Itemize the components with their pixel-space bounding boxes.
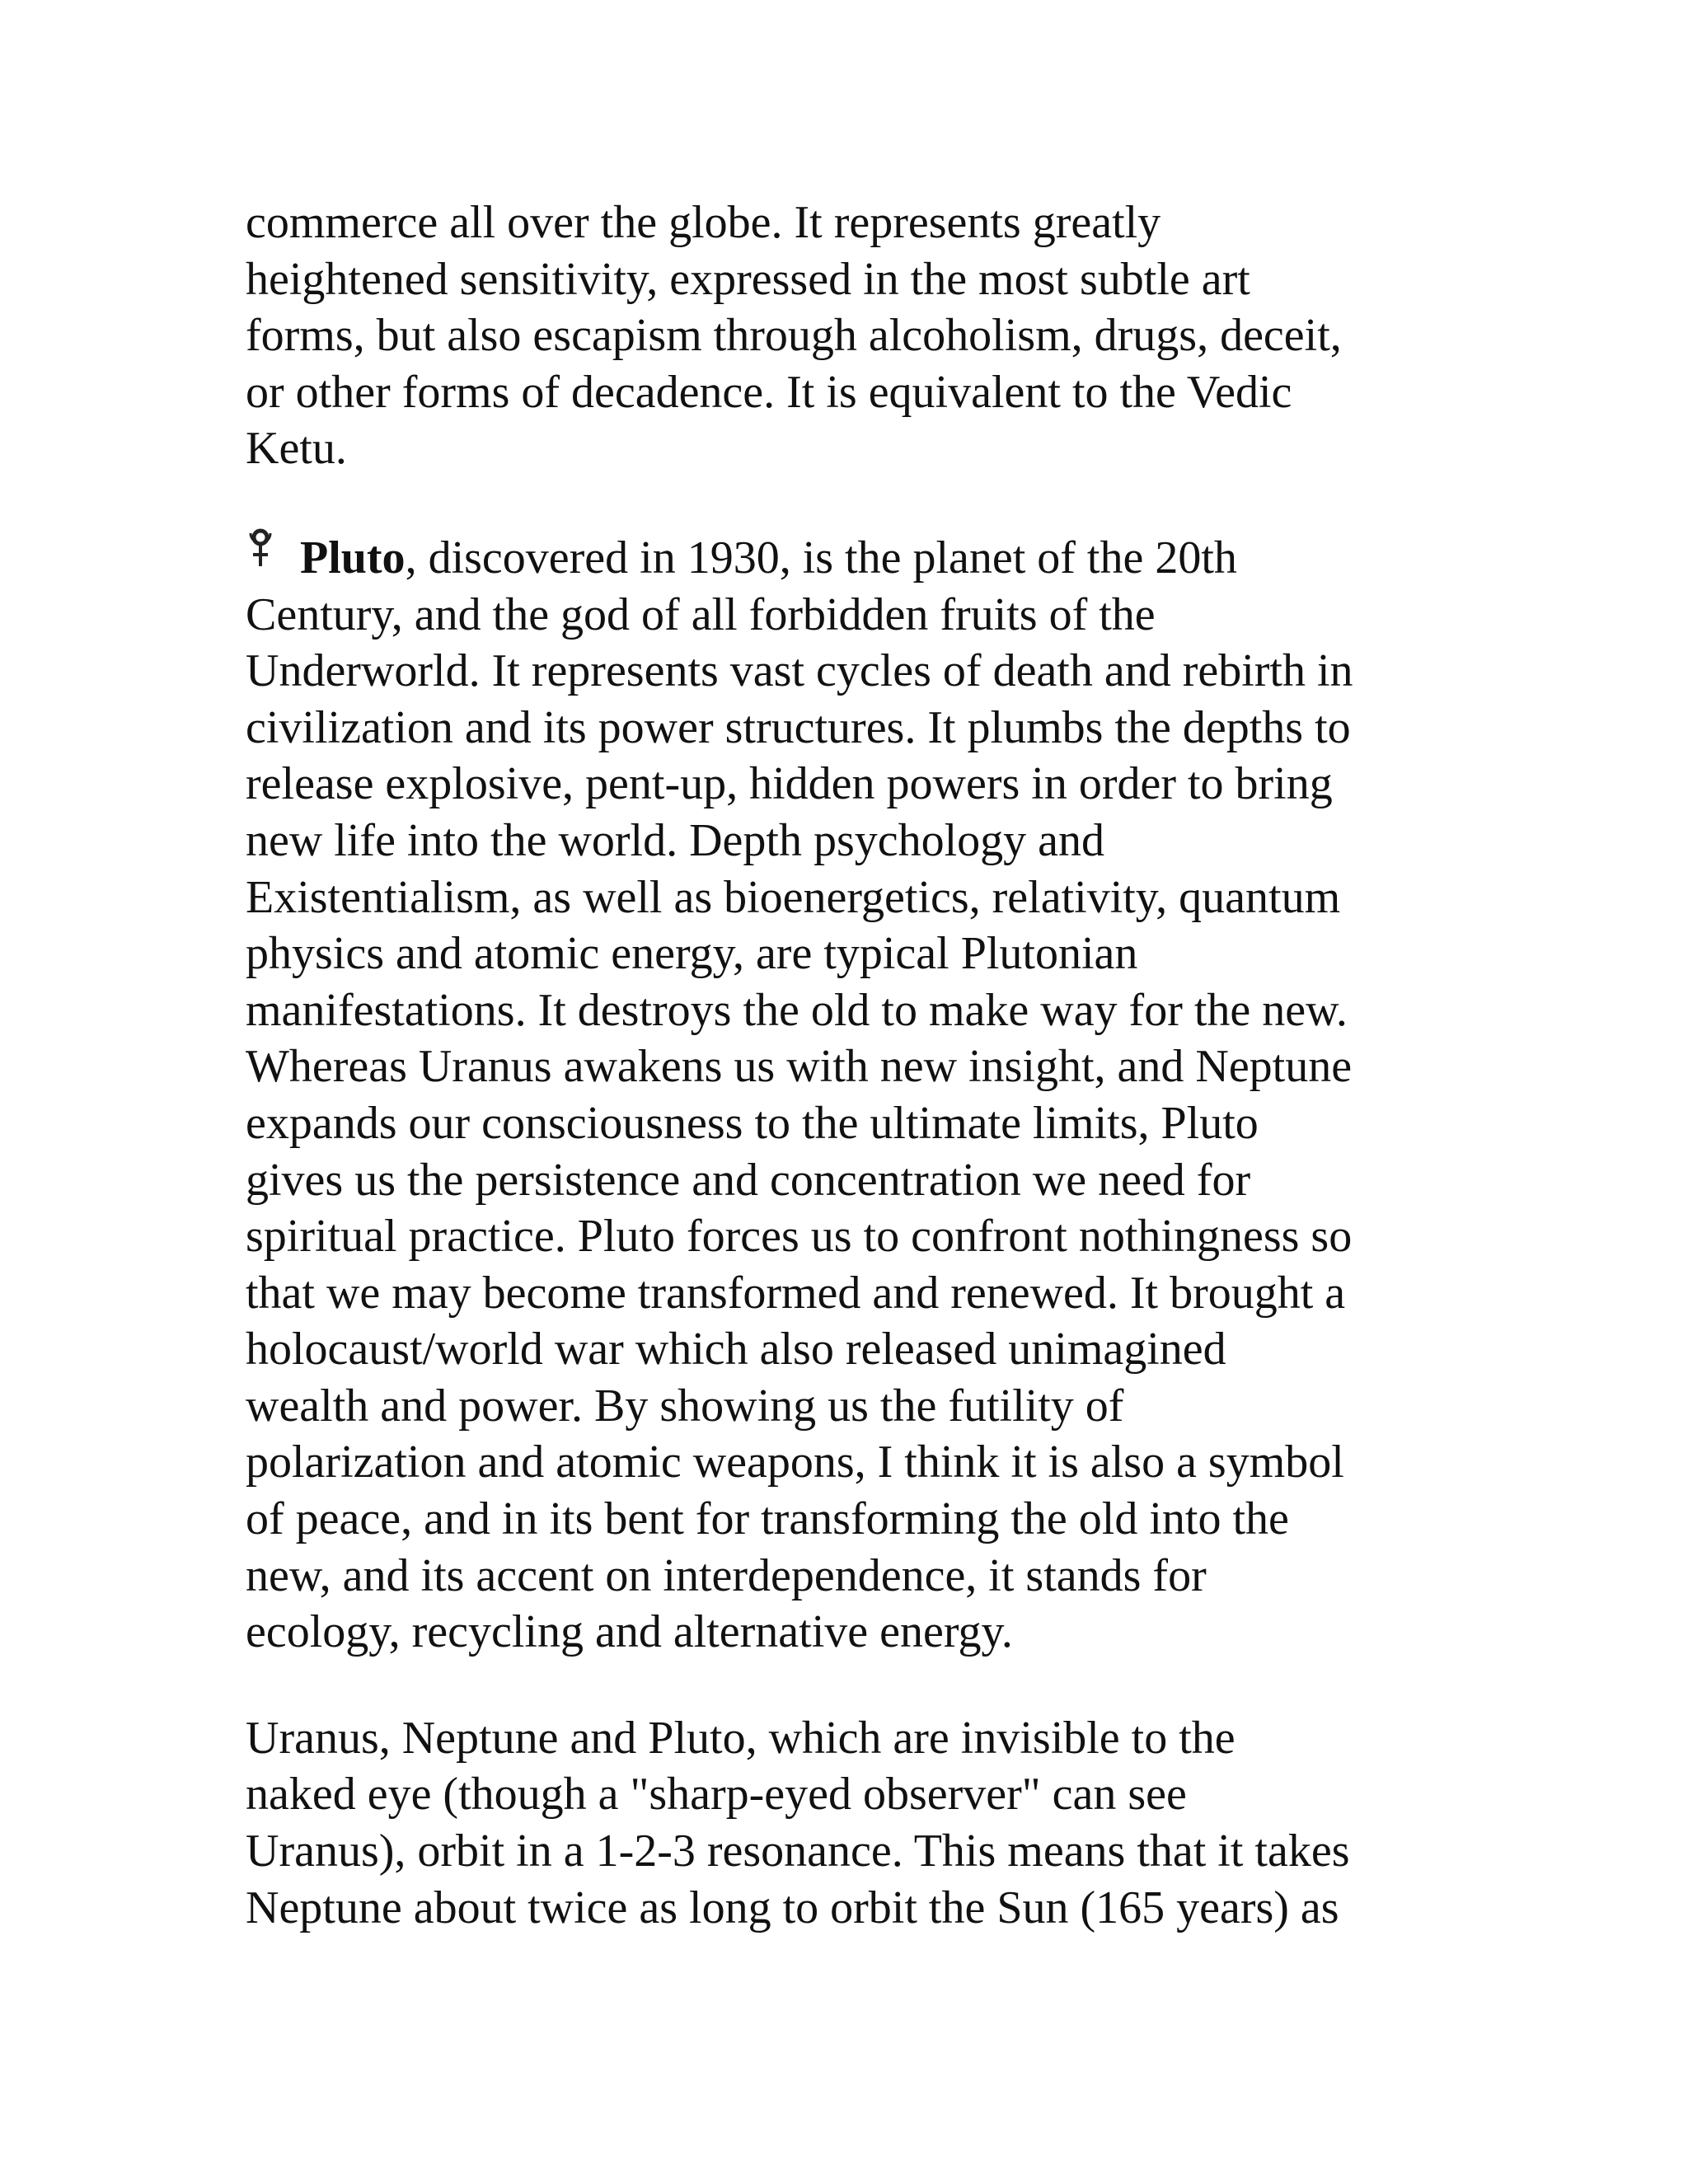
document-body xyxy=(246,194,1449,1936)
paragraph-pluto xyxy=(246,527,1449,1661)
paragraph-resonance: Uranus, Neptune and Pluto, which are invisible to the naked eye (though a "sharp-eyed observer" can see Uranus), orbit in a 1-2-3 resonance. This means that it takes Neptune about twice as long to orbit the Sun (165 years) as xyxy=(246,1712,1350,1933)
pluto-title: Pluto xyxy=(300,532,406,583)
pluto-body: , discovered in 1930, is the planet of the 20th Century, and the god of all forbidden fruits of the Underworld. It represents vast cycles of death and rebirth in civilization and its power structures. It plumbs the depths to release explosive, pent-up, hidden powers in order to bring new life into the world. Depth psychology and Existentialism, as well as bioenergetics, relativity, quantum physics and atomic energy, are typical Plutonian manifestations. It destroys the old to make way for the new. Whereas Uranus awakens us with new insight, and Neptune expands our consciousness to the ultimate limits, Pluto gives us the persistence and concentration we need for spiritual practice. Pluto forces us to confront nothingness so that we may become transformed and renewed. It brought a holocaust/world war which also released unimagined wealth and power. By showing us the futility of polarization and atomic weapons, I think it is also a symbol of peace, and in its bent for transforming the old into the new, and its accent on interdependence, it stands for ecology, recycling and alternative energy. xyxy=(246,532,1353,1658)
pluto-symbol-icon xyxy=(246,527,290,576)
paragraph-neptune-continuation: commerce all over the globe. It represents greatly heightened sensitivity, expressed in the most subtle art forms, but also escapism through alcoholism, drugs, deceit, or other forms of decadence. It is equivalent to the Vedic Ketu. xyxy=(246,197,1342,475)
